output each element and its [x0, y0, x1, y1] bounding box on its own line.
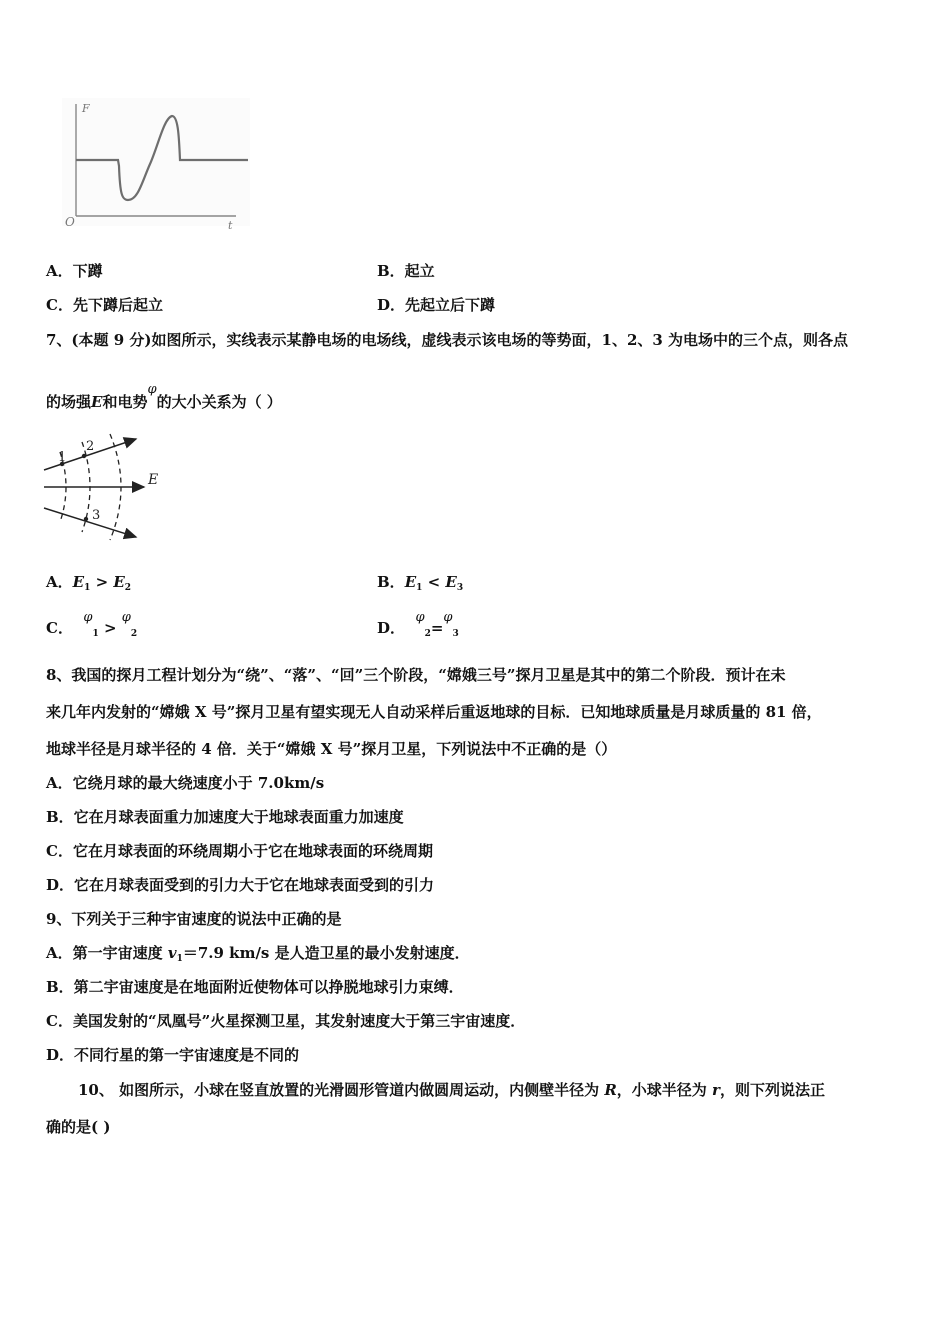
q7-option-a	[46, 572, 131, 598]
q7-option-c-phi-right: φ	[121, 610, 131, 625]
origin-label: O	[65, 215, 75, 229]
q7-option-b-operator: <	[422, 573, 446, 591]
q8-option-c: C．它在月球表面的环绕周期小于它在地球表面的环绕周期	[46, 842, 433, 860]
q7-option-b	[377, 572, 463, 598]
q8-stem-line-3: 地球半径是月球半径的 4 倍．关于“嫦娥 X 号”探月卫星，下列说法中不正确的是（）	[46, 740, 617, 758]
q7-option-a-left-sub: 1	[84, 583, 91, 593]
q7-option-b-left-sub: 1	[416, 583, 423, 593]
q9-option-c: C．美国发射的“凤凰号”火星探测卫星，其发射速度大于第三宇宙速度．	[46, 1012, 526, 1030]
q7-stem-part-c: 的大小关系为（ ）	[156, 393, 282, 411]
q7-stem-line-1: 7、(本题 9 分)如图所示，实线表示某静电场的电场线，虚线表示该电场的等势面，1、2、3 为电场中的三个点，则各点	[46, 331, 849, 349]
point-2-label: 2	[86, 439, 95, 454]
q7-option-c	[46, 610, 138, 644]
q10-stem-line-1	[78, 1080, 825, 1100]
q10-stem-r-ball: r	[712, 1081, 720, 1099]
q7-option-c-prefix: C．	[46, 619, 73, 637]
point-3-label: 3	[92, 508, 101, 523]
q10-stem-part-c: ，则下列说法正	[719, 1081, 825, 1099]
q7-option-b-right: E	[445, 573, 457, 591]
q9-option-a-part-1: A．第一宇宙速度	[46, 944, 168, 962]
q7-option-d-left-sub: 2	[424, 629, 431, 639]
q9-option-a	[46, 943, 470, 969]
electric-field-diagram	[40, 430, 170, 545]
f-axis-label: F	[82, 102, 90, 115]
q6-option-c: C．先下蹲后起立	[46, 296, 163, 314]
q7-stem-line-2	[46, 382, 282, 414]
q10-stem-part-a: 10、 如图所示，小球在竖直放置的光滑圆形管道内做圆周运动，内侧壁半径为	[78, 1081, 605, 1099]
q8-option-b: B．它在月球表面重力加速度大于地球表面重力加速度	[46, 808, 404, 826]
q10-stem-line-2: 确的是( )	[46, 1118, 111, 1136]
q9-stem: 9、下列关于三种宇宙速度的说法中正确的是	[46, 910, 342, 928]
q7-option-d-prefix: D．	[377, 619, 406, 637]
q9-option-a-v-sub: 1	[176, 954, 183, 964]
q7-option-c-operator: >	[98, 619, 122, 637]
q7-option-a-operator: >	[90, 573, 114, 591]
q6-option-d: D．先起立后下蹲	[377, 296, 496, 314]
q9-option-b: B．第二宇宙速度是在地面附近使物体可以挣脱地球引力束缚．	[46, 978, 464, 996]
q7-stem-phi-symbol: φ	[147, 382, 157, 397]
q6-option-b: B．起立	[377, 262, 435, 280]
q8-option-d: D．它在月球表面受到的引力大于它在地球表面受到的引力	[46, 876, 435, 894]
point-3-marker	[84, 517, 88, 521]
t-axis-label: t	[228, 219, 233, 231]
q7-option-c-phi-left: φ	[83, 610, 93, 625]
q7-option-a-right: E	[113, 573, 125, 591]
q7-option-b-right-sub: 3	[456, 583, 464, 593]
q7-option-d	[377, 610, 459, 644]
q6-option-a: A．下蹲	[46, 262, 103, 280]
q7-option-c-left-sub: 1	[92, 629, 99, 639]
q7-option-b-left: E	[404, 573, 417, 591]
q7-option-c-right-sub: 2	[130, 629, 138, 639]
point-2-marker	[82, 454, 86, 458]
q8-stem-line-1: 8、我国的探月工程计划分为“绕”、“落”、“回”三个阶段，“嫦娥三号”探月卫星是其中的第二个阶段．预计在未	[46, 666, 786, 684]
q7-option-d-right-sub: 3	[452, 629, 459, 639]
graph-background	[62, 98, 250, 226]
q9-option-a-v-symbol: v	[167, 944, 177, 962]
q7-stem-e-symbol: E	[91, 393, 103, 411]
q8-stem-line-2: 来几年内发射的“嫦娥 X 号”探月卫星有望实现无人自动采样后重返地球的目标．已知地球质量是月球质量的 81 倍，	[46, 703, 822, 721]
q10-stem-part-b: ，小球半径为	[616, 1081, 713, 1099]
q7-option-d-operator: =	[430, 619, 444, 637]
q7-option-a-prefix: A．	[46, 573, 73, 591]
q7-option-b-prefix: B．	[377, 573, 405, 591]
q9-option-a-part-2: ＝7.9 km/s 是人造卫星的最小发射速度．	[182, 944, 470, 962]
q7-option-a-left: E	[72, 573, 85, 591]
q8-option-a: A．它绕月球的最大绕速度小于 7.0km/s	[46, 774, 325, 792]
field-line-bottom	[44, 508, 136, 537]
q7-option-d-phi-left: φ	[415, 610, 425, 625]
q10-stem-r-outer: R	[604, 1081, 617, 1099]
q7-option-d-phi-right: φ	[443, 610, 453, 625]
q7-stem-part-a: 的场强	[46, 393, 92, 411]
q9-option-d: D．不同行星的第一宇宙速度是不同的	[46, 1046, 300, 1064]
point-1-label: 1	[58, 450, 67, 465]
field-e-label: E	[148, 472, 159, 488]
q7-option-a-right-sub: 2	[124, 583, 132, 593]
force-time-graph	[60, 96, 255, 231]
q7-stem-part-b: 和电势	[102, 393, 148, 411]
